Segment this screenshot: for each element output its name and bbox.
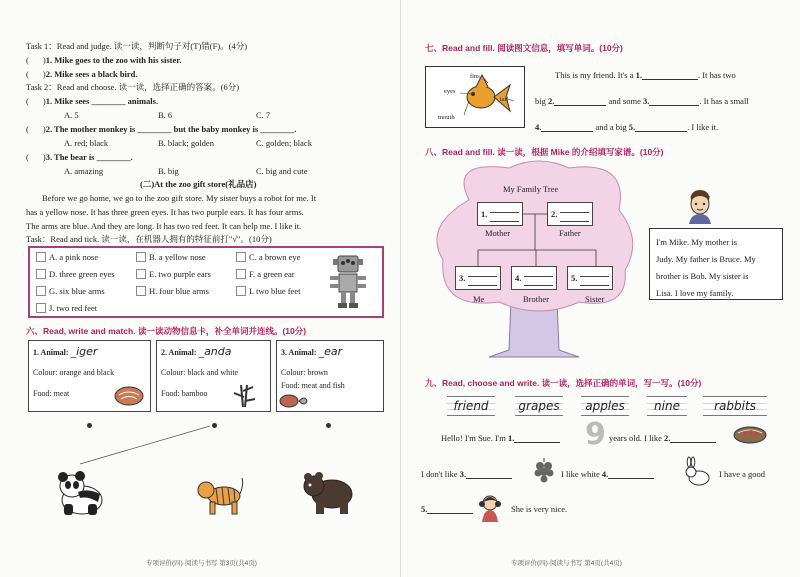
- family-tree-title: My Family Tree: [503, 184, 559, 194]
- blank-9-1[interactable]: [514, 434, 560, 443]
- card-2-colour: Colour: black and white: [161, 367, 239, 377]
- tree-box-3[interactable]: 3.: [455, 266, 501, 290]
- option-b[interactable]: B. a yellow nose: [136, 252, 206, 263]
- intro-line-3: brother is Bob. My sister is: [656, 271, 749, 281]
- option-i[interactable]: I. two blue feet: [236, 286, 300, 297]
- tree-box-2[interactable]: 2.: [547, 202, 593, 226]
- word-grapes: grapes: [515, 396, 563, 416]
- tiger-icon: [196, 474, 244, 516]
- role-father: Father: [559, 228, 581, 238]
- sec9-line-3: 5.: [421, 504, 473, 515]
- option-a[interactable]: A. a pink nose: [36, 252, 98, 263]
- card-3-word-input[interactable]: _ear: [318, 345, 343, 358]
- task2-title: Task 2：Read and choose. 读一读，选择正确的答案。(6分): [26, 82, 240, 92]
- sec9-line-2: I don't like 3.: [421, 469, 512, 480]
- story-task: Task：Read and tick. 读一读，在机器人拥有的特征前打"√"。(10分): [26, 234, 272, 244]
- option-g[interactable]: G. six blue arms: [36, 286, 105, 297]
- story-line-1: Before we go home, we go to the zoo gift store. My sister buys a robot for me. It: [42, 193, 317, 203]
- option-d[interactable]: D. three green eyes: [36, 269, 115, 280]
- card-2-label: 2. Animal:: [161, 348, 197, 357]
- label-mouth: mouth: [438, 114, 455, 121]
- label-fins: fins: [470, 73, 480, 80]
- panda-icon: [54, 470, 106, 516]
- story-line-3: The arms are blue. And they are long. It has two red feet. It can help me. I like it.: [26, 221, 302, 231]
- task2-q2-opt-c: C. golden; black: [256, 138, 312, 148]
- card-2-food: Food: bamboo: [161, 388, 208, 398]
- card-1-food: Food: meat: [33, 388, 70, 398]
- card-1-word-input[interactable]: _iger: [70, 345, 98, 358]
- tree-box-1[interactable]: 1.: [477, 202, 523, 226]
- card-2-word-input[interactable]: _anda: [198, 345, 232, 358]
- option-e[interactable]: E. two purple ears: [136, 269, 211, 280]
- sec9-line-1: Hello! I'm Sue. I'm 1.: [441, 433, 560, 444]
- mike-avatar-icon: [687, 190, 713, 224]
- left-footer: 专项评价(四)·阅读与书写 第3页(共4页): [146, 560, 257, 568]
- girl-icon: [479, 494, 501, 522]
- intro-line-4: Lisa. I love my family.: [656, 288, 734, 298]
- sec9-line-3b: She is very nice.: [511, 504, 568, 514]
- big-number-nine: 9: [585, 417, 606, 452]
- card-3-colour: Colour: brown: [281, 367, 328, 377]
- task1-item-1: ( )1. Mike goes to the zoo with his sister.: [26, 55, 182, 65]
- blank-9-5[interactable]: [427, 505, 473, 514]
- sec7-line-3: 4. and a big 5. . I like it.: [535, 122, 719, 132]
- word-nine: nine: [647, 396, 687, 416]
- label-eyes: eyes: [444, 88, 456, 95]
- option-j[interactable]: J. two red feet: [36, 303, 97, 314]
- intro-line-2: Judy. My father is Bruce. My: [656, 254, 756, 264]
- task2-q3-opt-a: A. amazing: [64, 166, 104, 176]
- role-sister: Sister: [585, 294, 605, 304]
- task2-q3-opt-b: B. big: [158, 166, 179, 176]
- section-8-title: 八、Read and fill. 读一读，根据 Mike 的介绍填写家谱。(10分): [425, 147, 664, 157]
- blank-9-4[interactable]: [608, 470, 654, 479]
- task2-q1-opt-a: A. 5: [64, 110, 79, 120]
- card-3-label: 3. Animal:: [281, 348, 317, 357]
- role-me: Me: [473, 294, 485, 304]
- role-mother: Mother: [485, 228, 511, 238]
- option-h[interactable]: H. four blue arms: [136, 286, 209, 297]
- sec9-line-2b: I like white 4.: [561, 469, 654, 480]
- tree-box-4[interactable]: 4.: [511, 266, 557, 290]
- sec7-line-1: This is my friend. It's a 1. . It has two: [555, 70, 736, 80]
- task1-title: Task 1：Read and judge. 读一读，判断句子对(T)错(F)。(4分): [26, 41, 248, 51]
- task2-q3-opt-c: C. big and cute: [256, 166, 308, 176]
- card-1-colour: Colour: orange and black: [33, 367, 115, 377]
- right-footer: 专项评价(四)·阅读与书写 第4页(共4页): [511, 560, 622, 568]
- right-page: [400, 0, 800, 577]
- task2-q3: ( )3. The bear is ________.: [26, 152, 133, 162]
- card-3-food: Food: meat and fish: [281, 380, 345, 390]
- card-1-label: 1. Animal:: [33, 348, 69, 357]
- story-title: (二)At the zoo gift store(礼品店): [140, 179, 257, 189]
- task1-item-2: ( )2. Mike sees a black bird.: [26, 69, 138, 79]
- label-tail: tail: [500, 96, 509, 103]
- task2-q2-opt-a: A. red; black: [64, 138, 109, 148]
- rabbit-icon: [683, 456, 713, 486]
- option-f[interactable]: F. a green ear: [236, 269, 295, 280]
- bear-icon: [302, 470, 354, 516]
- word-rabbits: rabbits: [703, 396, 767, 416]
- basket-icon: [733, 426, 767, 444]
- task2-q1-opt-c: C. 7: [256, 110, 271, 120]
- task2-q1-opt-b: B. 6: [158, 110, 173, 120]
- task2-q1: ( )1. Mike sees ________ animals.: [26, 96, 159, 106]
- sec9-line-1b: years old. I like 2.: [609, 433, 716, 444]
- word-apples: apples: [581, 396, 629, 416]
- sec7-line-2: big 2. and some 3. . It has a small: [535, 96, 749, 106]
- intro-line-1: I'm Mike. My mother is: [656, 237, 738, 247]
- story-line-2: has a yellow nose. It has three green eyes. It has two purple ears. It has four arms.: [26, 207, 304, 217]
- role-brother: Brother: [523, 294, 549, 304]
- mike-intro-box: [649, 228, 783, 300]
- tree-box-5[interactable]: 5.: [567, 266, 613, 290]
- section-9-title: 九、Read, choose and write. 读一读，选择正确的单词，写一写。(10分): [425, 378, 702, 388]
- section-6-title: 六、Read, write and match. 读一读动物信息卡，补全单词并连线。(10分): [26, 326, 307, 336]
- section-7-title: 七、Read and fill. 阅读图文信息，填写单词。(10分): [425, 43, 623, 53]
- task2-q2: ( )2. The mother monkey is ________ but the baby monkey is ________.: [26, 124, 297, 134]
- grapes-icon: [533, 458, 555, 484]
- sec9-line-2c: I have a good: [719, 469, 766, 479]
- word-friend: friend: [447, 396, 495, 416]
- option-c[interactable]: C. a brown eye: [236, 252, 300, 263]
- blank-9-2[interactable]: [670, 434, 716, 443]
- task2-q2-opt-b: B. black; golden: [158, 138, 214, 148]
- blank-9-3[interactable]: [466, 470, 512, 479]
